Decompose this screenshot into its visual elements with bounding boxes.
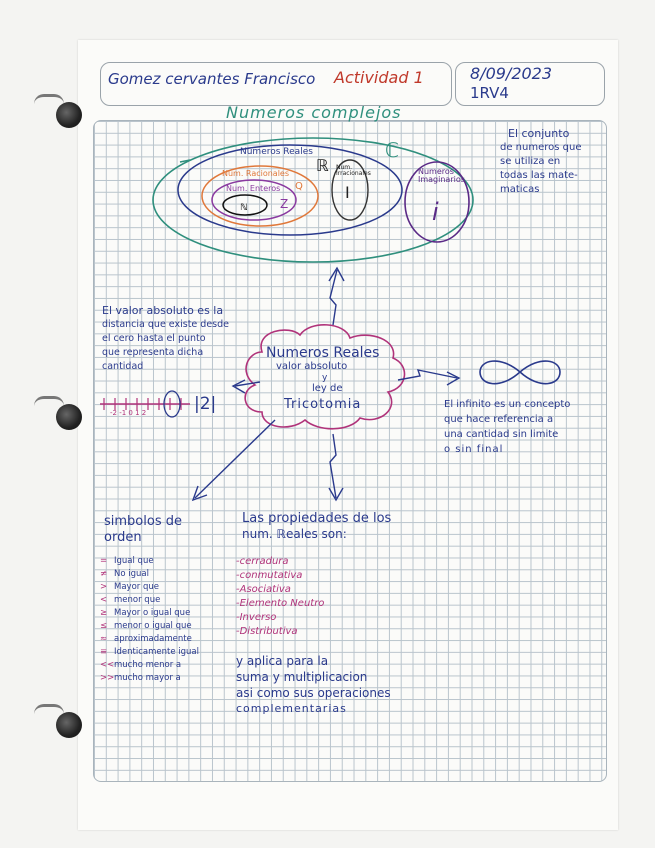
list-item: ≈ aproximadamente	[100, 634, 192, 644]
complex-note-5: maticas	[500, 184, 540, 195]
infinity-note-4: o sin final	[444, 444, 504, 455]
date: 8/09/2023	[470, 64, 553, 83]
activity-title: Actividad 1	[334, 68, 424, 87]
properties-footer-1: y aplica para la	[236, 654, 329, 668]
complex-note-3: se utiliza en	[500, 156, 561, 167]
properties-title-1: Las propiedades de los	[242, 511, 392, 526]
list-item: <<mucho menor a	[100, 660, 182, 670]
number-line-labels: -2 -1 0 1 2	[110, 409, 147, 417]
properties-footer-4: complementarias	[236, 702, 347, 715]
complex-note-1: El conjunto	[508, 127, 570, 140]
symbol-naturals: ℕ	[240, 203, 248, 213]
symbol-integers: Z	[280, 197, 289, 211]
list-item: ≠ No igual	[100, 569, 149, 579]
center-line-3: y	[322, 373, 328, 383]
infinity-note-3: una cantidad sin limite	[444, 429, 559, 440]
complex-note-2: de numeros que	[500, 142, 582, 153]
list-item: ≡ Identicamente igual	[100, 647, 199, 657]
symbol-reals: ℝ	[316, 156, 329, 175]
group: 1RV4	[470, 84, 509, 102]
integers-label: Num. Enteros	[226, 184, 281, 193]
list-item: > Mayor que	[100, 582, 159, 592]
arrow-right	[398, 370, 457, 380]
properties-list	[236, 556, 324, 640]
list-item: -conmutativa	[236, 570, 303, 581]
symbols-title-2: orden	[104, 530, 142, 545]
center-line-4: ley de	[312, 383, 343, 394]
properties-title-2: num. ℝeales son:	[242, 527, 347, 541]
rationals-label: Num. Racionales	[222, 169, 290, 178]
list-item: -Distributiva	[236, 626, 298, 637]
list-item: -Asociativa	[236, 584, 291, 595]
symbol-irrationals: I	[345, 183, 350, 202]
complex-set-ellipse	[153, 138, 473, 262]
symbol-imaginary: i	[432, 198, 439, 226]
arrow-down	[330, 434, 336, 498]
absolute-value-3: el cero hasta el punto	[102, 333, 206, 344]
reals-label: Numeros Reales	[240, 147, 313, 157]
infinity-note-2: que hace referencia a	[444, 414, 554, 425]
list-item: ≥ Mayor o igual que	[100, 608, 191, 618]
infinity-symbol	[480, 361, 560, 384]
absolute-value-4: que representa dicha	[102, 347, 204, 358]
absolute-value-1: El valor absoluto es la	[102, 304, 224, 317]
absolute-example: |2|	[194, 394, 217, 414]
center-line-5: Tricotomia	[284, 397, 362, 412]
infinity-note-1: El infinito es un concepto	[444, 399, 571, 410]
symbol-rationals: Q	[295, 181, 303, 192]
absolute-value-5: cantidad	[102, 361, 144, 372]
list-item: ≤ menor o igual que	[100, 621, 192, 631]
complex-title: Numeros complejos	[226, 103, 402, 122]
arrow-down-left	[195, 420, 275, 498]
center-title: Numeros Reales	[266, 345, 380, 361]
properties-footer-2: suma y multiplicacion	[236, 670, 368, 684]
center-line-2: valor absoluto	[276, 361, 348, 372]
list-item: < menor que	[100, 595, 161, 605]
list-item: -Inverso	[236, 612, 277, 623]
list-item: = Igual que	[100, 556, 154, 566]
list-item: -Elemento Neutro	[236, 598, 325, 609]
symbols-title-1: simbolos de	[104, 514, 182, 529]
student-name: Gomez cervantes Francisco	[108, 70, 316, 88]
complex-note-4: todas las mate-	[500, 170, 578, 181]
absolute-value-2: distancia que existe desde	[102, 319, 229, 330]
list-item: >>mucho mayor a	[100, 673, 181, 683]
properties-footer-3: asi como sus operaciones	[236, 686, 391, 700]
symbols-list	[100, 556, 199, 686]
irrationals-label: Num. Irracionales	[336, 164, 371, 178]
list-item: -cerradura	[236, 556, 289, 567]
symbol-complex: ℂ	[385, 138, 399, 162]
imaginary-label: Numeros Imaginarios	[418, 167, 465, 185]
